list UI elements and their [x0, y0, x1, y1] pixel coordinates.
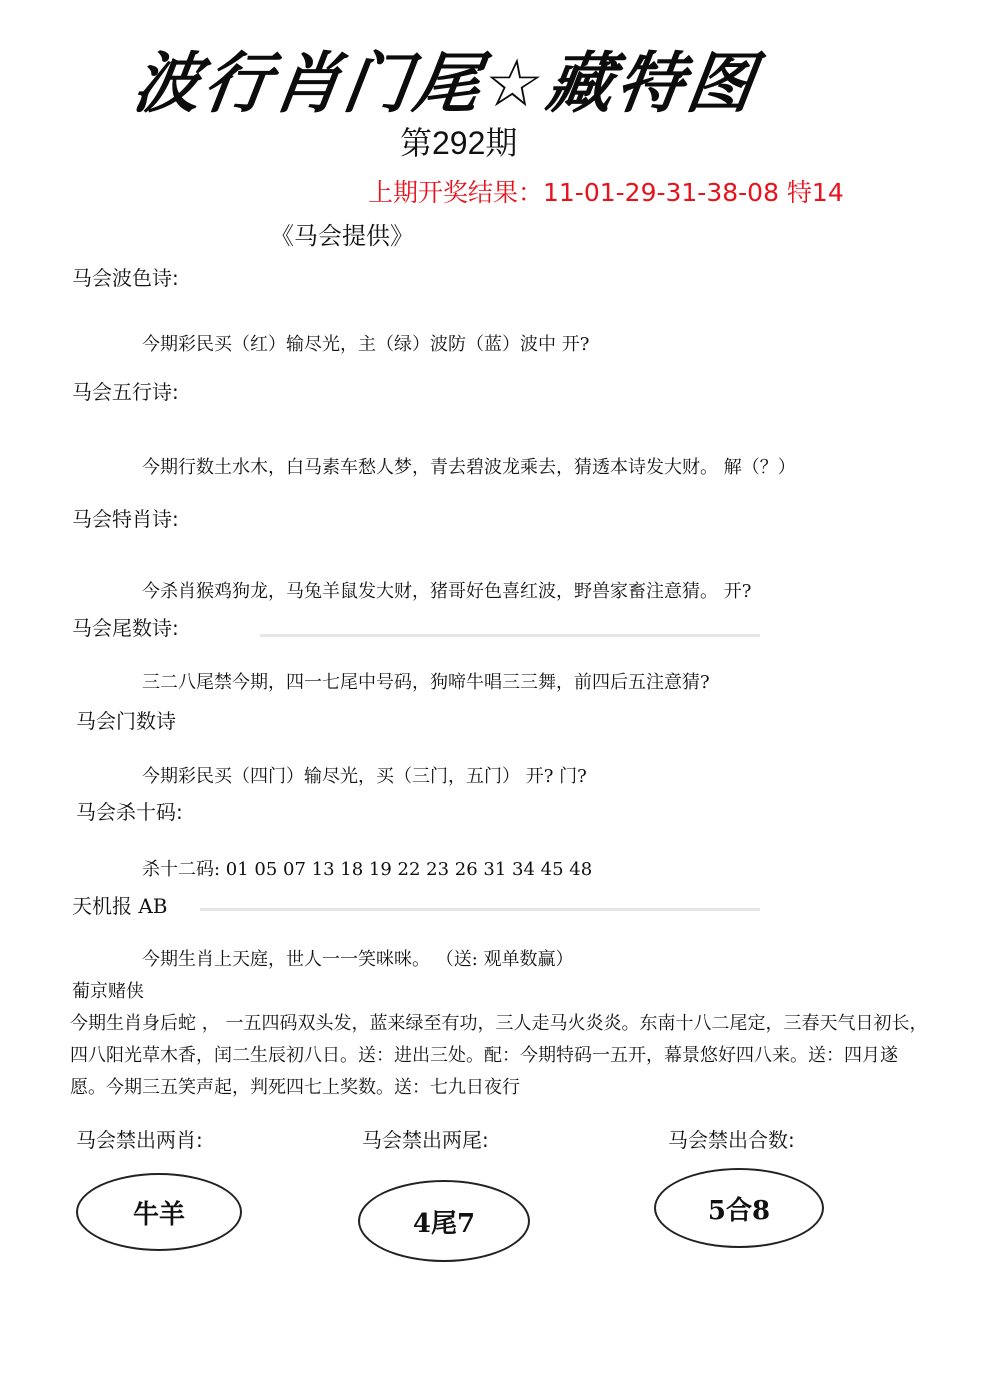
- pujing-text: 今期生肖身后蛇 ， 一五四码双头发，蓝来绿至有功，三人走马火炎炎。东南十八二尾定，三春天气日初长，四八阳光草木香，闰二生辰初八日。送：进出三处。配：今期特码一五开，幕景悠好四八来。送：四月遂愿。今期三五笑声起，判死四七上奖数。送：七九日夜行: [70, 1013, 928, 1098]
- tianji-text: 今期生肖上天庭，世人一一笑咪咪。 （送: 观单数赢）: [142, 949, 574, 970]
- ban-zodiac-oval: [76, 1173, 242, 1251]
- scan-smudge: [260, 634, 760, 637]
- kill-numbers-text: 杀十二码: 01 05 07 13 18 19 22 23 26 31 34 45 48: [142, 859, 593, 880]
- ban-sum-oval: [654, 1168, 824, 1248]
- scan-smudge: [200, 908, 760, 911]
- door-number-poem-label: 马会门数诗: [76, 709, 176, 733]
- kill-numbers-label: 马会杀十码:: [76, 800, 183, 824]
- tail-number-poem-text: 三二八尾禁今期，四一七尾中号码，狗啼牛唱三三舞，前四后五注意猜?: [142, 672, 710, 693]
- door-number-poem-text: 今期彩民买（四门）输尽光，买（三门，五门） 开? 门?: [142, 766, 587, 787]
- pujing-label: 葡京赌侠: [72, 981, 144, 1002]
- ban-tail-label: 马会禁出两尾:: [362, 1128, 489, 1152]
- special-zodiac-poem-label: 马会特肖诗:: [72, 507, 179, 531]
- issue-number: 第292期: [400, 125, 518, 161]
- five-elements-poem-text: 今期行数土水木，白马素车愁人梦，青去碧波龙乘去，猜透本诗发大财。 解（？）: [142, 457, 796, 478]
- tail-number-poem-label: 马会尾数诗:: [72, 616, 179, 640]
- ban-sum-value: 5合8: [707, 1195, 771, 1226]
- five-elements-poem-label: 马会五行诗:: [72, 380, 179, 404]
- wave-color-poem-text: 今期彩民买（红）输尽光，主（绿）波防（蓝）波中 开?: [142, 334, 590, 355]
- ban-tail-value: 4尾7: [412, 1208, 476, 1239]
- provider-note: 《马会提供》: [270, 222, 414, 250]
- last-draw-result: 上期开奖结果：11-01-29-31-38-08 特14: [368, 178, 844, 207]
- special-zodiac-poem-text: 今杀肖猴鸡狗龙，马兔羊鼠发大财，猪哥好色喜红波，野兽家畜注意猜。 开?: [142, 581, 752, 602]
- page-title: 波行肖门尾☆藏特图: [128, 45, 763, 122]
- ban-zodiac-value: 牛羊: [132, 1199, 185, 1230]
- ban-sum-label: 马会禁出合数:: [668, 1128, 795, 1152]
- tianji-label: 天机报 AB: [72, 894, 168, 918]
- ban-tail-oval: [358, 1180, 530, 1262]
- ban-zodiac-label: 马会禁出两肖:: [76, 1128, 203, 1152]
- wave-color-poem-label: 马会波色诗:: [72, 266, 179, 290]
